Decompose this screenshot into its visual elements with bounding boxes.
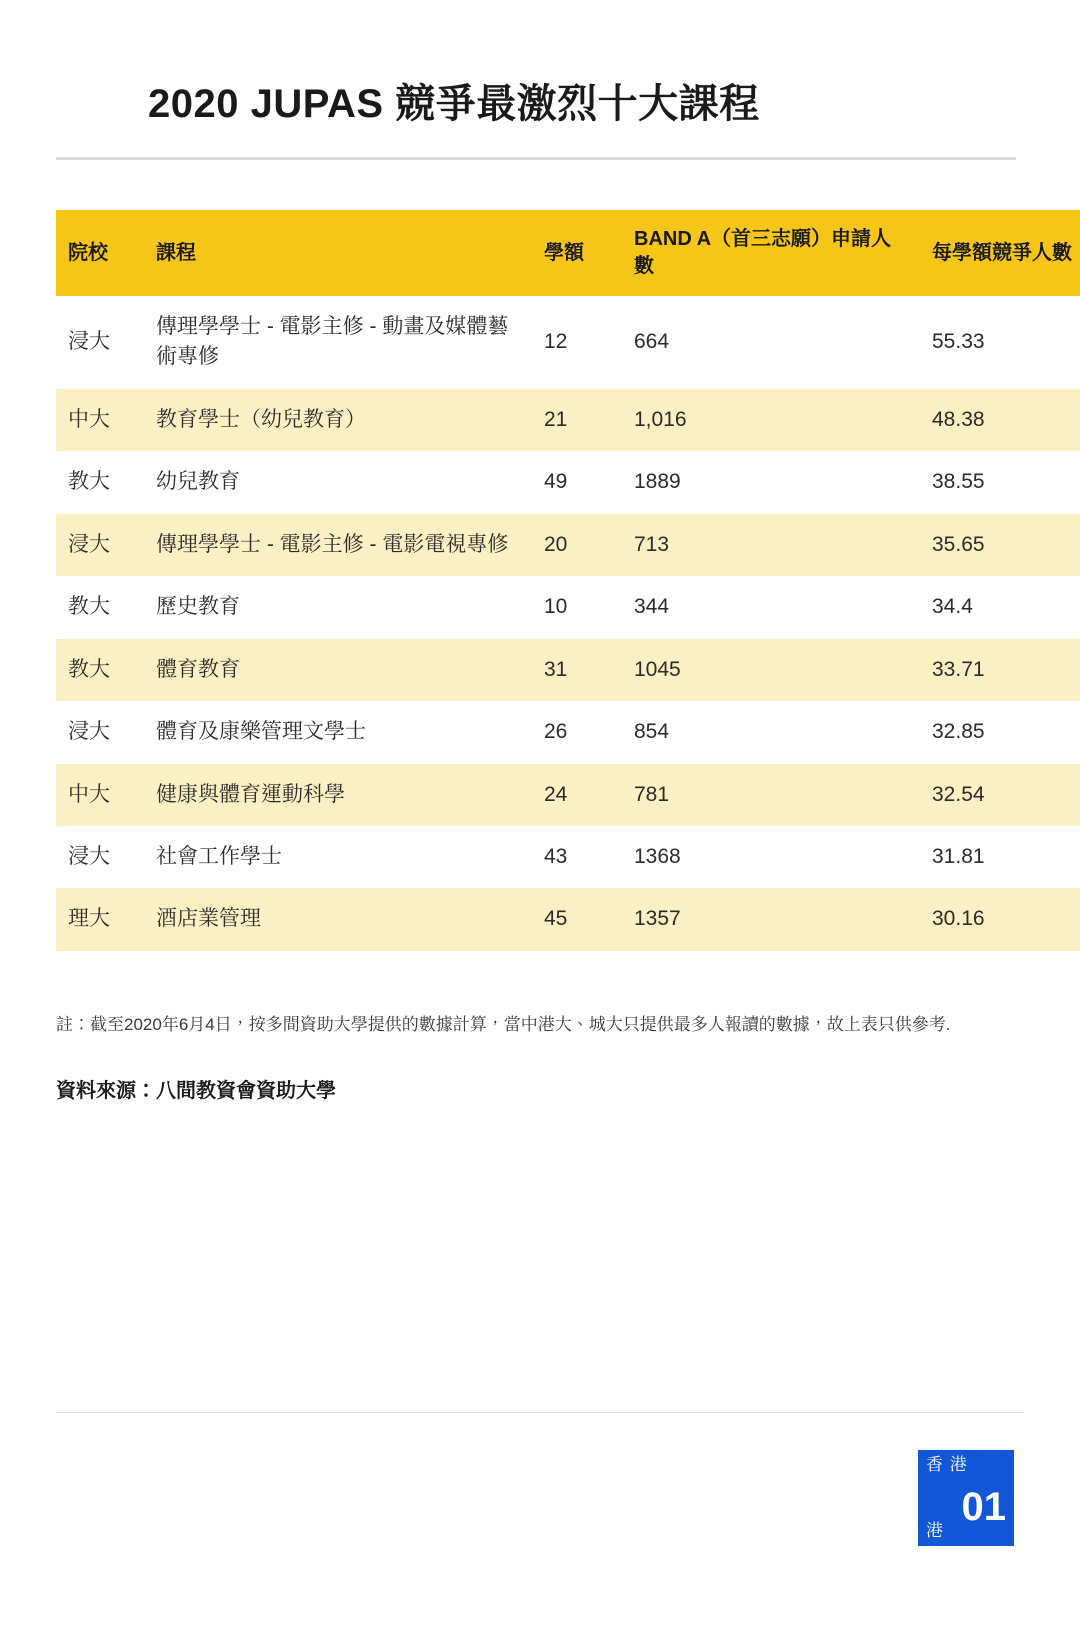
cell-school: 中大: [56, 764, 144, 826]
table-row: [56, 576, 1080, 638]
footnote: 註：截至2020年6月4日，按多間資助大學提供的數據計算，當中港大、城大只提供最多人報讀的數據，故上表只供參考.: [56, 1014, 951, 1034]
table-header-row: [56, 210, 1080, 296]
cell-school: 浸大: [56, 296, 144, 389]
cell-school: 理大: [56, 888, 144, 950]
cell-ratio: 30.16: [920, 888, 1080, 950]
title-divider: [56, 157, 1016, 160]
cell-course: 幼兒教育: [144, 451, 532, 513]
page-title: 2020 JUPAS 競爭最激烈十大課程: [148, 82, 760, 126]
cell-course: 歷史教育: [144, 576, 532, 638]
cell-ratio: 31.81: [920, 826, 1080, 888]
cell-school: 中大: [56, 389, 144, 451]
table-row: [56, 389, 1080, 451]
cell-course: 體育教育: [144, 639, 532, 701]
cell-band-a: 1357: [622, 888, 920, 950]
cell-ratio: 33.71: [920, 639, 1080, 701]
hk01-logo: [918, 1450, 1014, 1546]
table-row: [56, 888, 1080, 950]
cell-quota: 45: [532, 888, 622, 950]
cell-course: 酒店業管理: [144, 888, 532, 950]
table-row: [56, 296, 1080, 389]
table-header: [56, 210, 1080, 296]
source-line: 資料來源：八間教資會資助大學: [56, 1080, 336, 1103]
column-header-band-a: BAND A（首三志願）申請人數: [622, 210, 920, 296]
cell-school: 浸大: [56, 514, 144, 576]
cell-band-a: 344: [622, 576, 920, 638]
cell-quota: 20: [532, 514, 622, 576]
cell-ratio: 35.65: [920, 514, 1080, 576]
cell-quota: 43: [532, 826, 622, 888]
cell-quota: 24: [532, 764, 622, 826]
cell-ratio: 34.4: [920, 576, 1080, 638]
column-header-school: 院校: [56, 210, 144, 296]
ranking-table: [56, 210, 1080, 951]
logo-chinese-bottom: 港: [926, 1521, 943, 1541]
cell-ratio: 48.38: [920, 389, 1080, 451]
cell-band-a: 1,016: [622, 389, 920, 451]
cell-band-a: 1889: [622, 451, 920, 513]
cell-course: 傳理學學士 - 電影主修 - 動畫及媒體藝術專修: [144, 296, 532, 389]
table-row: [56, 701, 1080, 763]
cell-band-a: 1368: [622, 826, 920, 888]
cell-ratio: 32.54: [920, 764, 1080, 826]
table-row: [56, 514, 1080, 576]
cell-band-a: 713: [622, 514, 920, 576]
cell-course: 傳理學學士 - 電影主修 - 電影電視專修: [144, 514, 532, 576]
cell-quota: 21: [532, 389, 622, 451]
footer-divider: [56, 1412, 1024, 1413]
logo-inner: [918, 1450, 1014, 1546]
cell-quota: 12: [532, 296, 622, 389]
cell-school: 教大: [56, 576, 144, 638]
cell-school: 浸大: [56, 701, 144, 763]
cell-course: 社會工作學士: [144, 826, 532, 888]
logo-chinese-top: 香 港: [926, 1455, 968, 1474]
column-header-quota: 學額: [532, 210, 622, 296]
table-row: [56, 826, 1080, 888]
table-body: [56, 296, 1080, 951]
cell-school: 教大: [56, 639, 144, 701]
cell-band-a: 781: [622, 764, 920, 826]
cell-ratio: 38.55: [920, 451, 1080, 513]
table-row: [56, 451, 1080, 513]
cell-course: 教育學士（幼兒教育）: [144, 389, 532, 451]
cell-school: 教大: [56, 451, 144, 513]
cell-course: 體育及康樂管理文學士: [144, 701, 532, 763]
cell-quota: 26: [532, 701, 622, 763]
cell-ratio: 55.33: [920, 296, 1080, 389]
logo-wordmark: 01: [961, 1485, 1006, 1529]
cell-quota: 10: [532, 576, 622, 638]
cell-ratio: 32.85: [920, 701, 1080, 763]
column-header-course: 課程: [144, 210, 532, 296]
table-row: [56, 764, 1080, 826]
cell-band-a: 854: [622, 701, 920, 763]
cell-band-a: 664: [622, 296, 920, 389]
cell-school: 浸大: [56, 826, 144, 888]
cell-quota: 49: [532, 451, 622, 513]
cell-quota: 31: [532, 639, 622, 701]
cell-band-a: 1045: [622, 639, 920, 701]
table-row: [56, 639, 1080, 701]
column-header-ratio: 每學額競爭人數: [920, 210, 1080, 296]
cell-course: 健康與體育運動科學: [144, 764, 532, 826]
